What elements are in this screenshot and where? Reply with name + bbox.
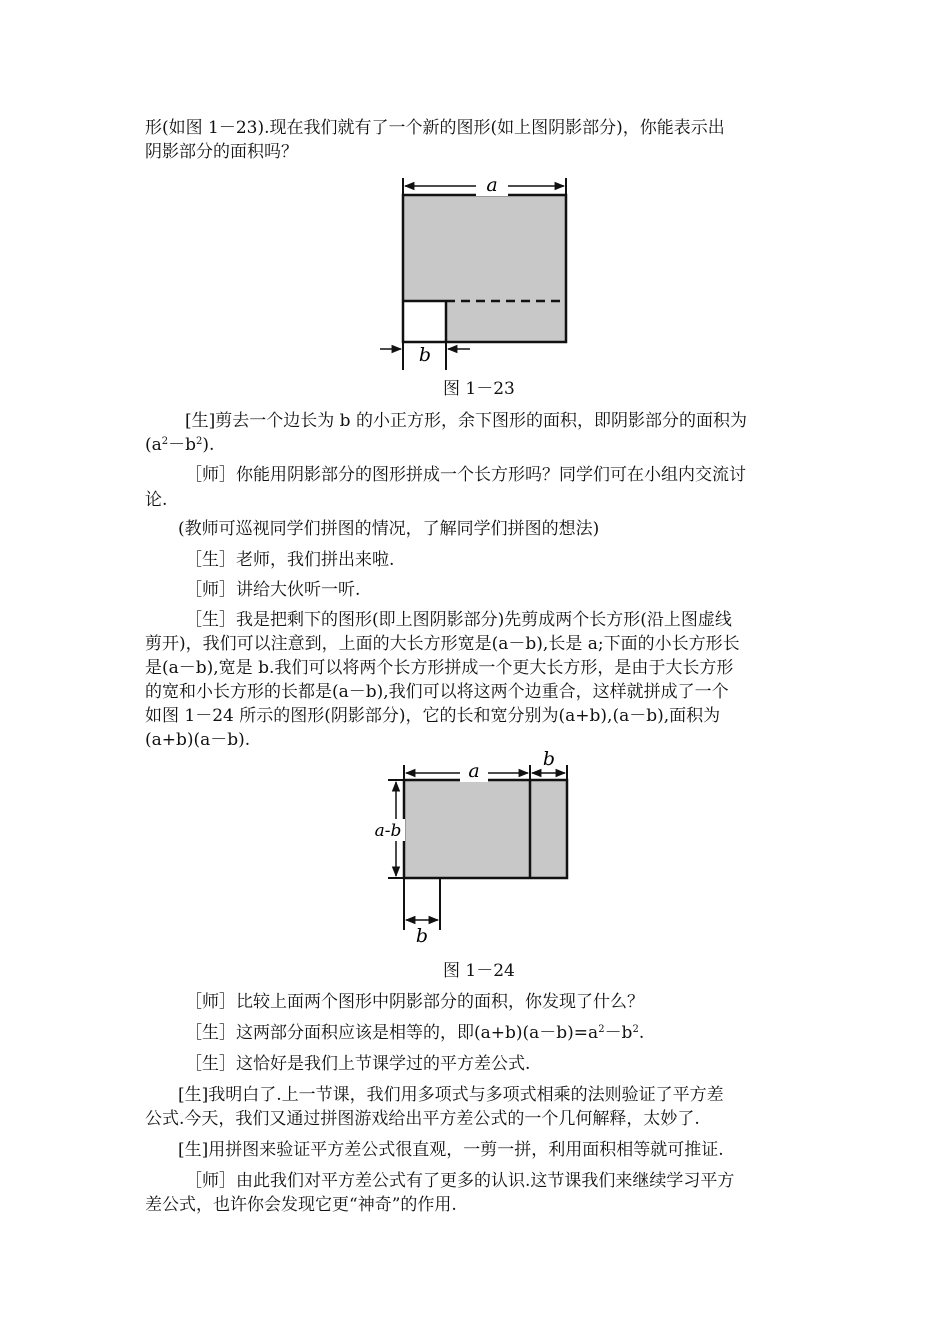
figure-1-24-label-b-top: b <box>542 748 556 770</box>
figure-1-24-shaded-rectangle <box>404 780 567 878</box>
student-3-line-2: 剪开)，我们可以注意到，上面的大长方形宽是(a－b),长是 a;下面的小长方形长 <box>145 634 740 654</box>
teacher-3: ［师］比较上面两个图形中阴影部分的面积，你发现了什么？ <box>185 992 644 1012</box>
student-3-line-4: 的宽和小长方形的长都是(a－b),我们可以将这两个边重合，这样就拼成了一个 <box>145 682 729 702</box>
teacher-1-line-2: 论. <box>145 490 168 510</box>
figure-1-23-label-b: b <box>418 344 432 366</box>
student-2: ［生］老师，我们拼出来啦. <box>185 550 395 570</box>
figure-1-24-caption: 图 1－24 <box>443 961 515 981</box>
student-1-line-1: [生]剪去一个边长为 b 的小正方形，余下图形的面积，即阴影部分的面积为 <box>185 411 747 431</box>
teacher-2: ［师］讲给大伙听一听. <box>185 580 361 600</box>
student-3-line-3: 是(a－b),宽是 b.我们可以将两个长方形拼成一个更大长方形，是由于大长方形 <box>145 658 734 678</box>
student-6-line-1: [生]我明白了.上一节课，我们用多项式与多项式相乘的法则验证了平方差 <box>178 1085 724 1105</box>
student-3-line-1: ［生］我是把剩下的图形(即上图阴影部分)先剪成两个长方形(沿上图虚线 <box>185 610 732 630</box>
student-1-line-2: $(a^2-b^2)$. <box>145 435 215 455</box>
figure-1-23-caption: 图 1－23 <box>443 379 515 399</box>
teacher-4-line-1: ［师］由此我们对平方差公式有了更多的认识.这节课我们来继续学习平方 <box>185 1171 735 1191</box>
student-3-line-5: 如图 1－24 所示的图形(阴影部分)，它的长和宽分别为(a+b),(a－b),面积为 <box>145 706 721 726</box>
figure-1-24-label-amb: a-b <box>374 821 402 841</box>
figure-1-23 <box>370 170 580 370</box>
teacher-1-line-1: ［师］你能用阴影部分的图形拼成一个长方形吗？同学们可在小组内交流讨 <box>185 465 746 485</box>
teacher-note: (教师可巡视同学们拼图的情况，了解同学们拼图的想法) <box>178 519 600 539</box>
figure-1-24-label-b-bottom: b <box>415 925 429 947</box>
student-4: ［生］这两部分面积应该是相等的，即$(a+b)(a-b)=a^2-b^2$. <box>185 1023 645 1043</box>
intro-line-2: 阴影部分的面积吗？ <box>145 142 298 162</box>
intro-line-1: 形(如图 1－23).现在我们就有了一个新的图形(如上图阴影部分)，你能表示出 <box>145 118 725 138</box>
student-3-line-6: (a+b)(a－b). <box>145 730 251 750</box>
student-7: [生]用拼图来验证平方差公式很直观，一剪一拼，利用面积相等就可推证. <box>178 1140 724 1160</box>
figure-1-23-label-a: a <box>486 174 498 196</box>
student-6-line-2: 公式.今天，我们又通过拼图游戏给出平方差公式的一个几何解释，太妙了. <box>145 1109 700 1129</box>
student-5: ［生］这恰好是我们上节课学过的平方差公式. <box>185 1054 531 1074</box>
figure-1-24 <box>360 745 585 950</box>
figure-1-24-label-a: a <box>468 760 480 782</box>
figure-1-23-small-square <box>403 301 446 342</box>
teacher-4-line-2: 差公式，也许你会发现它更“神奇”的作用. <box>145 1195 457 1215</box>
